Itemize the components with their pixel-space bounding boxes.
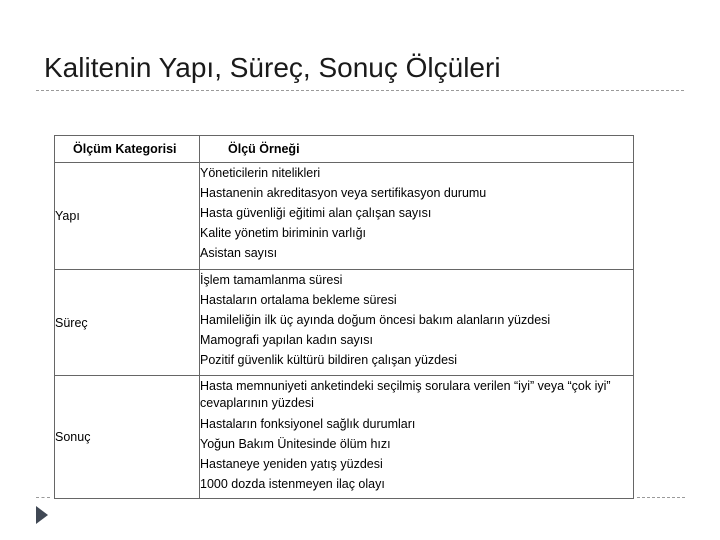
example-item: İşlem tamamlanma süresi <box>200 273 343 287</box>
next-slide-arrow-icon[interactable] <box>36 506 48 524</box>
table-row-yapi <box>55 163 634 270</box>
example-item: Hastaların fonksiyonel sağlık durumları <box>200 417 416 431</box>
title-divider <box>36 90 684 91</box>
example-item: Pozitif güvenlik kültürü bildiren çalışan yüzdesi <box>200 353 458 367</box>
category-cell: Süreç <box>55 270 200 376</box>
example-item: Mamografi yapılan kadın sayısı <box>200 333 373 347</box>
example-item: Hamileliğin ilk üç ayında doğum öncesi bakım alanların yüzdesi <box>200 313 551 327</box>
table-row-sonuc <box>55 376 634 499</box>
footer-divider-right <box>637 497 685 498</box>
header-category: Ölçüm Kategorisi <box>55 136 200 163</box>
example-item: Hastaların ortalama bekleme süresi <box>200 293 397 307</box>
example-item: Hastanenin akreditasyon veya sertifikasyon durumu <box>200 186 487 200</box>
examples-cell <box>200 270 634 376</box>
example-item: Yoğun Bakım Ünitesinde ölüm hızı <box>200 437 391 451</box>
footer-divider-left <box>36 497 50 498</box>
measures-table <box>54 135 634 499</box>
table-row-surec <box>55 270 634 376</box>
example-item: Yöneticilerin nitelikleri <box>200 166 321 180</box>
example-item: Hasta memnuniyeti anketindeki seçilmiş sorulara verilen “iyi” veya “çok iyi” cevaplarının yüzdesi <box>200 379 611 410</box>
category-cell: Sonuç <box>55 376 200 499</box>
header-example: Ölçü Örneği <box>200 136 634 163</box>
table-header-row <box>55 136 634 163</box>
category-cell: Yapı <box>55 163 200 270</box>
slide-title: Kalitenin Yapı, Süreç, Sonuç Ölçüleri <box>44 52 501 83</box>
example-item: Asistan sayısı <box>200 246 278 260</box>
example-item: Hastaneye yeniden yatış yüzdesi <box>200 457 383 471</box>
example-item: Kalite yönetim biriminin varlığı <box>200 226 367 240</box>
examples-cell <box>200 163 634 270</box>
example-item: Hasta güvenliği eğitimi alan çalışan sayısı <box>200 206 432 220</box>
example-item: 1000 dozda istenmeyen ilaç olayı <box>200 477 385 491</box>
examples-cell <box>200 376 634 499</box>
